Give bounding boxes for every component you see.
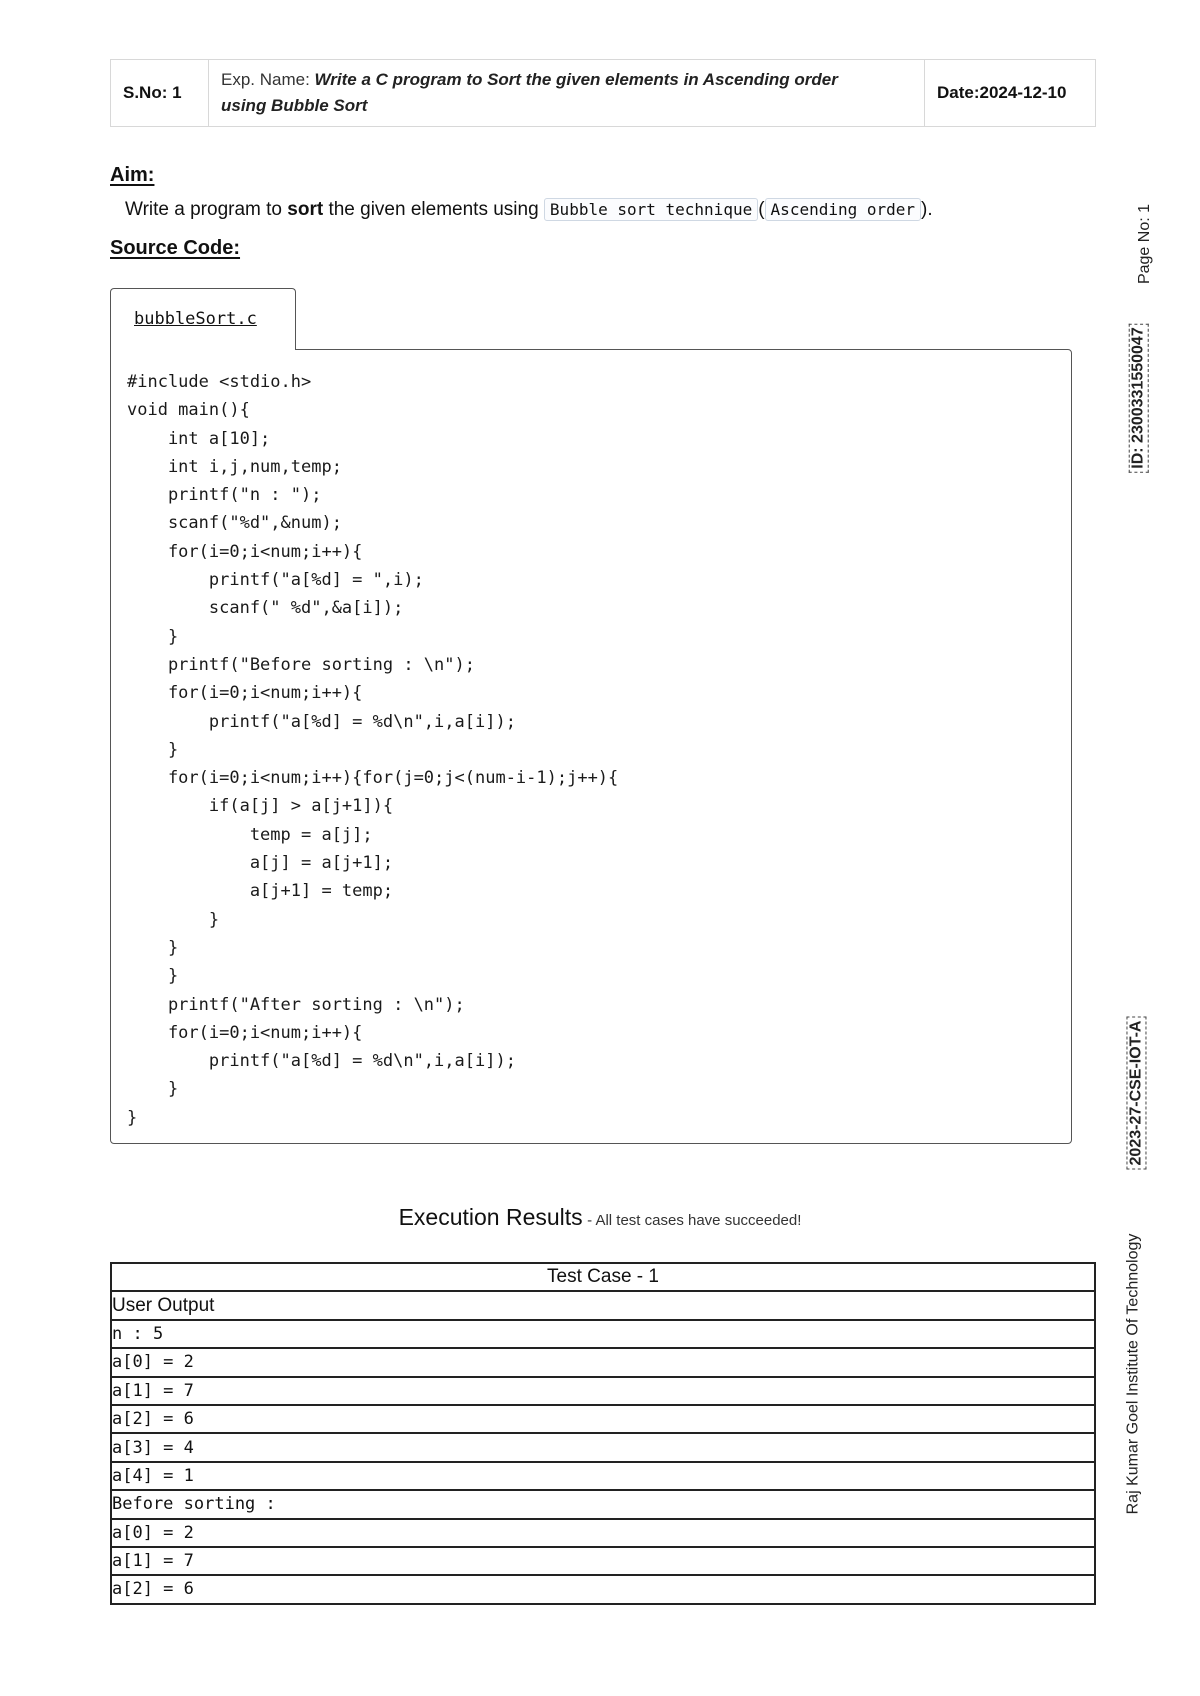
output-line: a[1] = 7 <box>111 1377 1095 1405</box>
experiment-title-line2: using Bubble Sort <box>221 96 368 115</box>
output-line: a[3] = 4 <box>111 1433 1095 1461</box>
file-tab[interactable] <box>110 288 296 350</box>
code-box <box>110 349 1072 1144</box>
aim-chip-ascending-order: Ascending order <box>765 198 922 221</box>
output-line: a[2] = 6 <box>111 1575 1095 1603</box>
aim-chip-bubble-sort: Bubble sort technique <box>544 198 758 221</box>
output-line: a[1] = 7 <box>111 1547 1095 1575</box>
experiment-header <box>110 59 1096 127</box>
execution-results-status: - All test cases have succeeded! <box>587 1212 802 1229</box>
serial-number: S.No: 1 <box>111 60 209 127</box>
user-output-label: User Output <box>111 1291 1095 1319</box>
aim-heading: Aim: <box>110 164 155 186</box>
test-case-table <box>110 1262 1096 1605</box>
source-code: #include <stdio.h> void main(){ int a[10]; int i,j,num,temp; printf("n : "); scanf("%d",&num); for(i=0;i<num;i++){ printf("a[%d] = ",i); scanf(" %d",&a[i]); } printf("Before sorting : \n"); for(i=0;i<num;i++){ printf("a[%d] = %d\n",i,a[i]); } for(i=0;i<num;i++){for(j=0;j<(num-i-1);j++){ if(a[j] > a[j+1]){ temp = a[j]; a[j] = a[j+1]; a[j+1] = temp; } } } printf("After sorting : \n"); for(i=0;i<num;i++){ printf("a[%d] = %d\n",i,a[i]); } } <box>127 372 619 1128</box>
student-id: ID: 2300331550047 <box>1129 323 1149 472</box>
output-line: a[4] = 1 <box>111 1462 1095 1490</box>
institute-name: Raj Kumar Goel Institute Of Technology <box>1124 1233 1142 1515</box>
experiment-date: Date:2024-12-10 <box>925 60 1096 127</box>
output-line: Before sorting : <box>111 1490 1095 1518</box>
test-case-header: Test Case - 1 <box>111 1263 1095 1291</box>
output-line: a[2] = 6 <box>111 1405 1095 1433</box>
source-code-heading: Source Code: <box>110 237 241 259</box>
experiment-name <box>209 60 925 127</box>
output-line: n : 5 <box>111 1320 1095 1348</box>
page-number: Page No: 1 <box>1136 203 1154 285</box>
aim-text-middle: the given elements using <box>328 199 539 220</box>
execution-results-title <box>0 1204 1200 1231</box>
file-name: bubbleSort.c <box>134 309 257 329</box>
execution-results-heading: Execution Results <box>398 1204 583 1230</box>
aim-text-end: . <box>927 199 933 220</box>
experiment-name-label: Exp. Name: <box>221 70 310 89</box>
aim-text-start: Write a program to <box>125 199 282 220</box>
output-line: a[0] = 2 <box>111 1348 1095 1376</box>
batch-code: 2023-27-CSE-IOT-A <box>1126 1017 1146 1170</box>
experiment-title-line1: Write a C program to Sort the given elements in Ascending order <box>314 70 838 89</box>
aim-bold-word: sort <box>287 199 324 220</box>
aim-text: Write a program to sort the given elements using Bubble sort technique ( Ascending order ). <box>125 199 933 220</box>
output-line: a[0] = 2 <box>111 1519 1095 1547</box>
